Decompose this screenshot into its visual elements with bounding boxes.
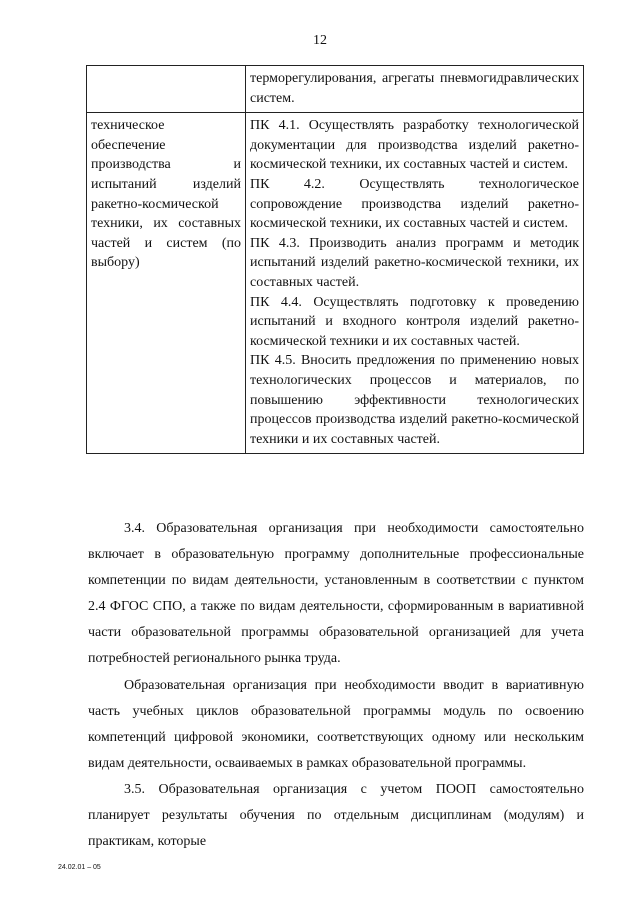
competency-item: ПК 4.1. Осуществлять разработку технологической документации для производства изделий ракетно-космической техники, их составных частей и систем. — [250, 118, 579, 173]
competency-item: ПК 4.2. Осуществлять технологическое сопровождение производства изделий ракетно-космической техники, их составных частей и систем. — [250, 176, 579, 232]
table-row — [87, 113, 584, 454]
competency-item: ПК 4.4. Осуществлять подготовку к проведению испытаний и входного контроля изделий ракетно-космической техники и их составных частей. — [250, 294, 579, 349]
table-row — [87, 66, 584, 113]
competency-item: ПК 4.5. Вносить предложения по применению новых технологических процессов и материалов, по повышению эффективности технологических процессов производства изделий ракетно-космической техники и их составных частей. — [250, 353, 579, 447]
paragraph-3-5: 3.5. Образовательная организация с учетом ПООП самостоятельно планирует результаты обучения по отдельным дисциплинам (модулям) и практикам, которые — [88, 782, 584, 849]
paragraph-variative: Образовательная организация при необходимости вводит в вариативную часть учебных циклов образовательной программы модуль по освоению компетенций цифровой экономики, соответствующих одному или нескольким видам деятельности, осваиваемых в рамках образовательной программы. — [88, 678, 584, 771]
paragraph-3-4: 3.4. Образовательная организация при необходимости самостоятельно включает в образовательную программу дополнительные профессиональные компетенции по видам деятельности, установленным в соответствии с пунктом 2.4 ФГОС СПО, а также по видам деятельности, сформированным в вариативной части образовательной программы образовательной организацией для учета потребностей регионального рынка труда. — [88, 521, 584, 666]
footer-code: 24.02.01 – 05 — [58, 864, 101, 871]
table-cell-activity — [87, 66, 246, 113]
competency-table — [86, 65, 584, 454]
table-cell-activity: техническое обеспечение производства и испытаний изделий ракетно-космической техники, их составных частей и систем (по выбору) — [87, 113, 246, 454]
competency-item: ПК 4.3. Производить анализ программ и методик испытаний изделий ракетно-космической техники, их составных частей. — [250, 235, 579, 290]
table-cell-competencies: терморегулирования, агрегаты пневмогидравлических систем. — [246, 66, 584, 113]
table-cell-competencies — [246, 113, 584, 454]
page-number: 12 — [313, 33, 327, 48]
